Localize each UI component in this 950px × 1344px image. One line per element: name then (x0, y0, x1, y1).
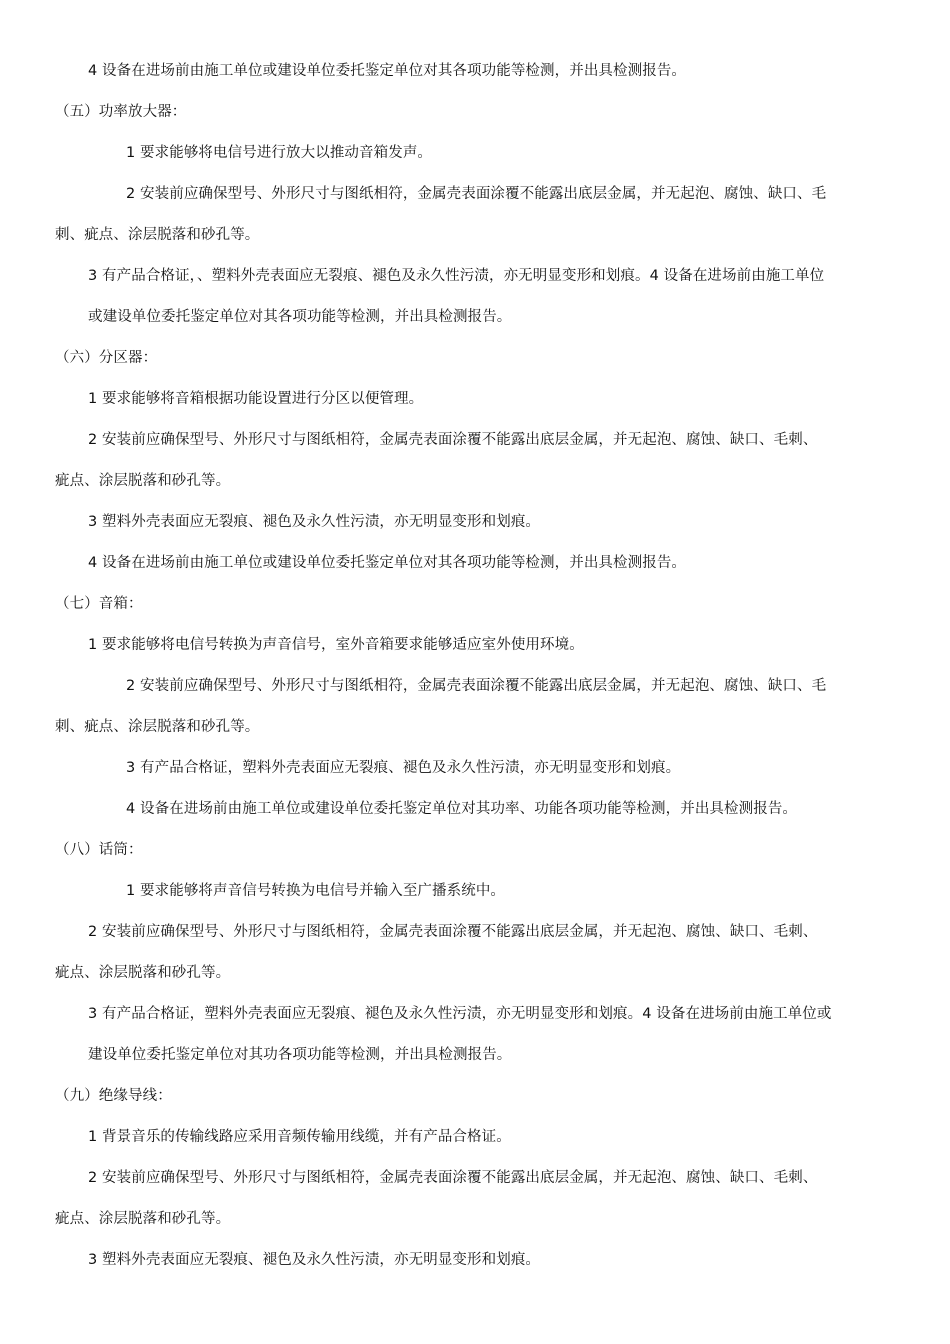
paragraph-line: 1 要求能够将电信号转换为声音信号，室外音箱要求能够适应室外使用环境。 (88, 637, 584, 653)
paragraph-line: 2 安装前应确保型号、外形尺寸与图纸相符，金属壳表面涂覆不能露出底层金属，并无起泡、腐蚀、缺口、毛刺、 (88, 432, 818, 448)
paragraph-line: 4 设备在进场前由施工单位或建设单位委托鉴定单位对其各项功能等检测，并出具检测报告。 (88, 555, 687, 571)
paragraph-continuation: 建设单位委托鉴定单位对其功各项功能等检测，并出具检测报告。 (88, 1047, 512, 1063)
paragraph-continuation: 疵点、涂层脱落和砂孔等。 (55, 473, 231, 489)
section-heading-7: （七）音箱： (55, 596, 143, 612)
paragraph-line: 4 设备在进场前由施工单位或建设单位委托鉴定单位对其各项功能等检测，并出具检测报告。 (88, 63, 687, 79)
paragraph-continuation: 刺、疵点、涂层脱落和砂孔等。 (55, 227, 260, 243)
paragraph-line: 3 有产品合格证，塑料外壳表面应无裂痕、褪色及永久性污渍，亦无明显变形和划痕。4 设备在进场前由施工单位或 (88, 1006, 832, 1022)
paragraph-continuation: 刺、疵点、涂层脱落和砂孔等。 (55, 719, 260, 735)
paragraph-line: 2 安装前应确保型号、外形尺寸与图纸相符，金属壳表面涂覆不能露出底层金属，并无起泡、腐蚀、缺口、毛 (126, 186, 827, 202)
paragraph-line: 3 塑料外壳表面应无裂痕、褪色及永久性污渍，亦无明显变形和划痕。 (88, 1252, 541, 1268)
paragraph-line: 3 塑料外壳表面应无裂痕、褪色及永久性污渍，亦无明显变形和划痕。 (88, 514, 541, 530)
paragraph-line: 4 设备在进场前由施工单位或建设单位委托鉴定单位对其功率、功能各项功能等检测，并出具检测报告。 (126, 801, 798, 817)
section-heading-5: （五）功率放大器： (55, 104, 187, 120)
paragraph-line: 1 要求能够将音箱根据功能设置进行分区以便管理。 (88, 391, 424, 407)
paragraph-line: 1 背景音乐的传输线路应采用音频传输用线缆，并有产品合格证。 (88, 1129, 511, 1145)
paragraph-line: 3 有产品合格证，塑料外壳表面应无裂痕、褪色及永久性污渍，亦无明显变形和划痕。 (126, 760, 681, 776)
paragraph-continuation: 疵点、涂层脱落和砂孔等。 (55, 965, 231, 981)
paragraph-continuation: 或建设单位委托鉴定单位对其各项功能等检测，并出具检测报告。 (88, 309, 512, 325)
section-heading-8: （八）话筒： (55, 842, 143, 858)
paragraph-line: 2 安装前应确保型号、外形尺寸与图纸相符，金属壳表面涂覆不能露出底层金属，并无起泡、腐蚀、缺口、毛 (126, 678, 827, 694)
paragraph-continuation: 疵点、涂层脱落和砂孔等。 (55, 1211, 231, 1227)
section-heading-6: （六）分区器： (55, 350, 158, 366)
paragraph-line: 1 要求能够将声音信号转换为电信号并输入至广播系统中。 (126, 883, 506, 899)
paragraph-line: 2 安装前应确保型号、外形尺寸与图纸相符，金属壳表面涂覆不能露出底层金属，并无起泡、腐蚀、缺口、毛刺、 (88, 924, 818, 940)
paragraph-line: 2 安装前应确保型号、外形尺寸与图纸相符，金属壳表面涂覆不能露出底层金属，并无起泡、腐蚀、缺口、毛刺、 (88, 1170, 818, 1186)
paragraph-line: 3 有产品合格证，、塑料外壳表面应无裂痕、褪色及永久性污渍，亦无明显变形和划痕。4 设备在进场前由施工单位 (88, 268, 825, 284)
section-heading-9: （九）绝缘导线： (55, 1088, 172, 1104)
paragraph-line: 1 要求能够将电信号进行放大以推动音箱发声。 (126, 145, 433, 161)
